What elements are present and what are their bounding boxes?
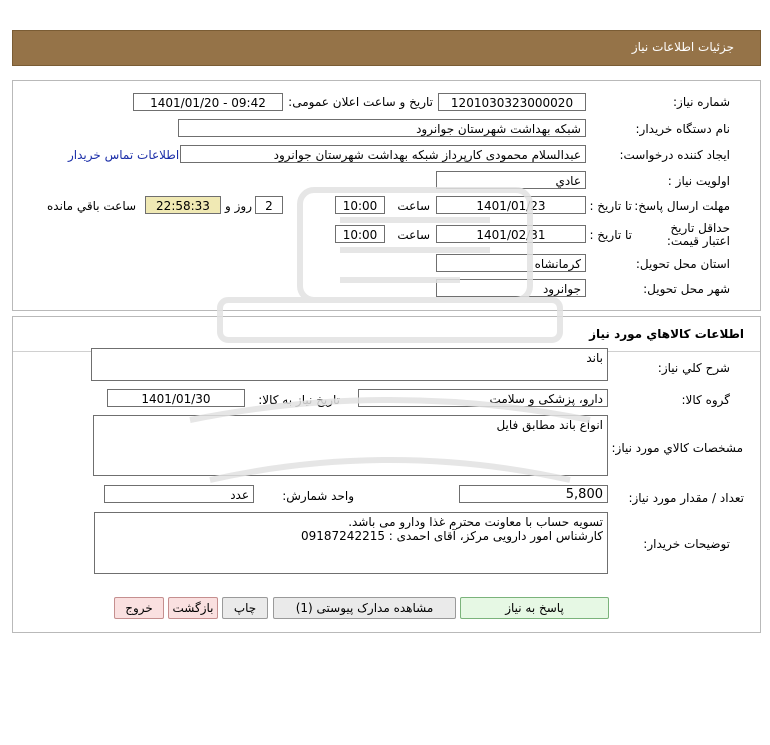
province-field[interactable]: کرمانشاه bbox=[436, 254, 586, 272]
announce-datetime-field[interactable]: 1401/01/20 - 09:42 bbox=[133, 93, 283, 111]
buyer-notes-line-1: تسویه حساب با معاونت محترم غذا ودارو می باشد. bbox=[348, 515, 603, 529]
buyer-notes-field[interactable] bbox=[94, 512, 608, 574]
need-number-label: شماره نیاز: bbox=[673, 95, 730, 109]
requester-label: ایجاد کننده درخواست: bbox=[619, 148, 730, 162]
need-info-panel bbox=[12, 80, 761, 311]
city-label: شهر محل تحویل: bbox=[643, 282, 730, 296]
buyer-org-label: نام دستگاه خریدار: bbox=[635, 122, 730, 136]
remaining-time-field: 22:58:33 bbox=[145, 196, 221, 214]
need-date-field[interactable]: 1401/01/30 bbox=[107, 389, 245, 407]
validity-date-field[interactable]: 1401/02/31 bbox=[436, 225, 586, 243]
deadline-date-field[interactable]: 1401/01/23 bbox=[436, 196, 586, 214]
price-validity-label: حداقل تاریخ اعتبار قیمت: bbox=[666, 221, 730, 248]
buyer-notes-label: توضیحات خریدار: bbox=[643, 537, 730, 551]
buyer-contact-link[interactable]: اطلاعات تماس خریدار bbox=[68, 148, 180, 162]
validity-time-field[interactable]: 10:00 bbox=[335, 225, 385, 243]
unit-field[interactable]: عدد bbox=[104, 485, 254, 503]
deadline-time-label: ساعت bbox=[397, 199, 430, 213]
specs-field[interactable]: انواع باند مطابق فایل bbox=[93, 415, 608, 476]
need-date-label: تاریخ نیاز به کالا: bbox=[258, 393, 340, 407]
specs-label: مشخصات کالاي مورد نياز: bbox=[611, 441, 743, 455]
announce-label: تاریخ و ساعت اعلان عمومی: bbox=[288, 95, 433, 109]
goods-group-label: گروه کالا: bbox=[681, 393, 730, 407]
province-label: استان محل تحویل: bbox=[635, 257, 730, 271]
goods-info-panel bbox=[12, 316, 761, 633]
priority-label: اولویت نیاز : bbox=[667, 174, 730, 188]
view-attachments-button[interactable]: مشاهده مدارک پیوستی (1) bbox=[273, 597, 456, 619]
priority-field[interactable]: عادي bbox=[436, 171, 586, 189]
general-desc-field[interactable]: باند bbox=[91, 348, 608, 381]
reply-to-need-button[interactable]: پاسخ به نیاز bbox=[460, 597, 609, 619]
quantity-field[interactable]: 5,800 bbox=[459, 485, 608, 503]
deadline-label: مهلت ارسال پاسخ: bbox=[634, 199, 730, 213]
remaining-time-label: ساعت باقي مانده bbox=[47, 199, 137, 213]
validity-to-date-label: تا تاریخ : bbox=[589, 228, 632, 242]
page-header bbox=[12, 30, 761, 66]
buyer-org-field[interactable]: شبکه بهداشت شهرستان جوانرود bbox=[178, 119, 586, 137]
days-label: روز و bbox=[225, 199, 252, 213]
exit-button[interactable]: خروج bbox=[114, 597, 164, 619]
goods-section-title: اطلاعات کالاهاي مورد نياز bbox=[589, 327, 744, 341]
unit-label: واحد شمارش: bbox=[282, 489, 354, 503]
remaining-days-field[interactable]: 2 bbox=[255, 196, 283, 214]
goods-group-field[interactable]: دارو، پزشکی و سلامت bbox=[358, 389, 608, 407]
general-desc-label: شرح کلي نياز: bbox=[657, 361, 730, 375]
need-number-field[interactable]: 1201030323000020 bbox=[438, 93, 586, 111]
validity-time-label: ساعت bbox=[397, 228, 430, 242]
page-title: جزئیات اطلاعات نیاز bbox=[631, 40, 734, 54]
back-button[interactable]: بازگشت bbox=[168, 597, 218, 619]
requester-field[interactable]: عبدالسلام محمودی کارپرداز شبکه بهداشت شهرستان جوانرود bbox=[180, 145, 586, 163]
deadline-time-field[interactable]: 10:00 bbox=[335, 196, 385, 214]
print-button[interactable]: چاپ bbox=[222, 597, 268, 619]
buyer-notes-line-2: کارشناس امور دارویی مرکز، آقای احمدی : 09187242215 bbox=[301, 529, 603, 543]
quantity-label: تعداد / مقدار مورد نیاز: bbox=[628, 491, 744, 505]
deadline-to-date-label: تا تاریخ : bbox=[589, 199, 632, 213]
city-field[interactable]: جوانرود bbox=[436, 279, 586, 297]
